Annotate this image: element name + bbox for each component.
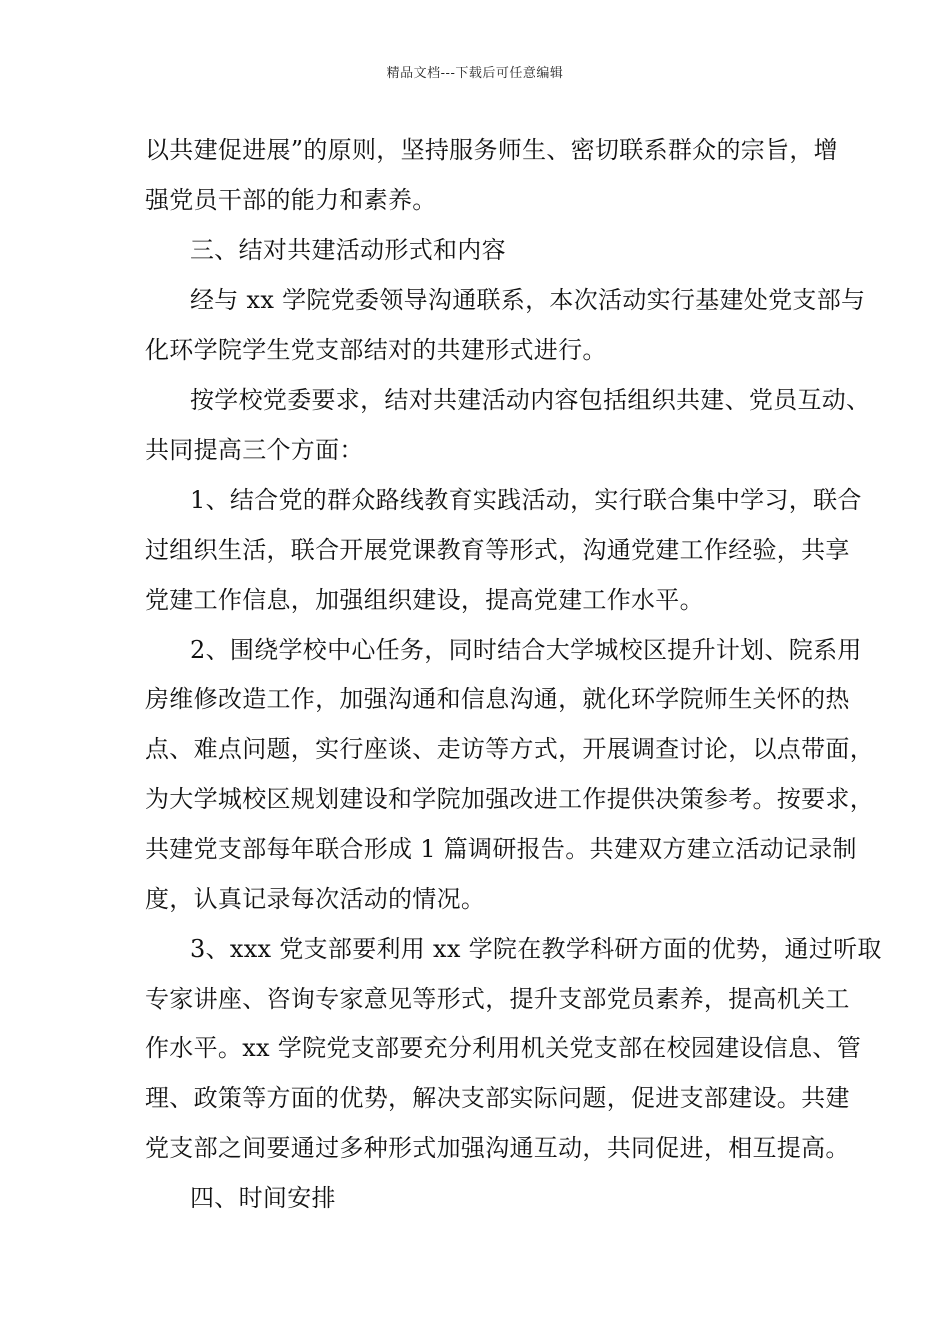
list-item-1: 1、结合党的群众路线教育实践活动，实行联合集中学习，联合: [190, 486, 862, 514]
paragraph-line: 按学校党委要求，结对共建活动内容包括组织共建、党员互动、: [190, 386, 871, 414]
paragraph-line: 经与 xx 学院党委领导沟通联系，本次活动实行基建处党支部与: [190, 286, 866, 314]
paragraph-line: 点、难点问题，实行座谈、走访等方式，开展调查讨论，以点带面，: [145, 735, 874, 763]
paragraph-line: 共同提高三个方面：: [145, 436, 364, 464]
paragraph-line: 作水平。xx 学院党支部要充分利用机关党支部在校园建设信息、管: [145, 1034, 861, 1062]
paragraph-line: 共建党支部每年联合形成 1 篇调研报告。共建双方建立活动记录制: [145, 835, 857, 863]
paragraph-line: 房维修改造工作，加强沟通和信息沟通，就化环学院师生关怀的热: [145, 685, 850, 713]
paragraph-line: 强党员干部的能力和素养。: [145, 186, 437, 214]
list-item-3: 3、xxx 党支部要利用 xx 学院在教学科研方面的优势，通过听取: [190, 935, 882, 963]
section-heading: 四、时间安排: [190, 1184, 336, 1212]
paragraph-line: 化环学院学生党支部结对的共建形式进行。: [145, 336, 607, 364]
paragraph-line: 理、政策等方面的优势，解决支部实际问题，促进支部建设。共建: [145, 1084, 850, 1112]
paragraph-line: 专家讲座、咨询专家意见等形式，提升支部党员素养，提高机关工: [145, 985, 850, 1013]
paragraph-line: 以共建促进展”的原则，坚持服务师生、密切联系群众的宗旨，增: [145, 136, 838, 164]
paragraph-line: 党支部之间要通过多种形式加强沟通互动，共同促进，相互提高。: [145, 1134, 850, 1162]
paragraph-line: 度，认真记录每次活动的情况。: [145, 885, 486, 913]
list-item-2: 2、围绕学校中心任务，同时结合大学城校区提升计划、院系用: [190, 636, 862, 664]
paragraph-line: 过组织生活，联合开展党课教育等形式，沟通党建工作经验，共享: [145, 536, 850, 564]
section-heading: 三、结对共建活动形式和内容: [190, 236, 506, 264]
page-header: 精品文档---下载后可任意编辑: [386, 66, 564, 81]
paragraph-line: 为大学城校区规划建设和学院加强改进工作提供决策参考。按要求，: [145, 785, 874, 813]
paragraph-line: 党建工作信息，加强组织建设，提高党建工作水平。: [145, 586, 704, 614]
